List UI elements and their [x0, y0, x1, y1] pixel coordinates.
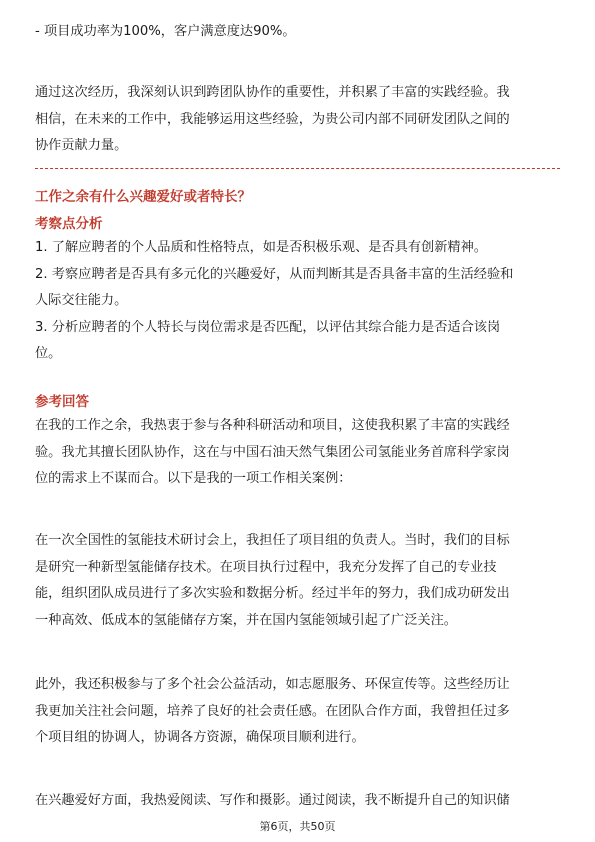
analysis-line: 2. 考察应聘者是否具有多元化的兴趣爱好，从而判断其是否具备丰富的生活经验和: [35, 266, 514, 282]
paragraph-line: 此外，我还积极参与了多个社会公益活动，如志愿服务、环保宣传等。这些经历让: [35, 677, 510, 692]
analysis-heading: 考察点分析: [35, 216, 103, 232]
analysis-line: 位。: [35, 346, 62, 361]
analysis-list: [35, 235, 513, 368]
answer-paragraph-4: [35, 788, 510, 815]
paragraph-line: 位的需求上不谋而合。以下是我的一项工作相关案例：: [35, 471, 352, 486]
answer-paragraph-3: [35, 672, 510, 752]
paragraph-line: 验。我尤其擅长团队协作，这在与中国石油天然气集团公司氢能业务首席科学家岗: [35, 444, 510, 460]
answer-paragraph-1: [35, 413, 510, 493]
analysis-line: 3. 分析应聘者的个人特长与岗位需求是否匹配，以评估其综合能力是否适合该岗: [35, 319, 501, 335]
paragraph-line: 我更加关注社会问题，培养了良好的社会责任感。在团队合作方面，我曾担任过多: [35, 703, 510, 719]
paragraph-line: 在一次全国性的氢能技术研讨会上，我担任了项目组的负责人。当时，我们的目标: [35, 533, 510, 548]
intro-list-item: - 项目成功率为100%，客户满意度达90%。: [35, 24, 296, 39]
question-heading: 工作之余有什么兴趣爱好或者特长？: [35, 189, 251, 205]
analysis-line: 1. 了解应聘者的个人品质和性格特点，如是否积极乐观、是否具有创新精神。: [35, 240, 487, 255]
paragraph-line: 在兴趣爱好方面，我热爱阅读、写作和摄影。通过阅读，我不断提升自己的知识储: [35, 793, 510, 808]
answer-paragraph-2: [35, 528, 510, 634]
paragraph-line: 通过这次经历，我深刻认识到跨团队协作的重要性，并积累了丰富的实践经验。我: [35, 85, 510, 100]
paragraph-line: 是研究一种新型氢能储存技术。在项目执行过程中，我充分发挥了自己的专业技: [35, 559, 497, 575]
section-divider: [35, 168, 560, 169]
answer-heading: 参考回答: [35, 394, 89, 410]
paragraph-line: 协作贡献力量。: [35, 138, 128, 153]
paragraph-line: 能，组织团队成员进行了多次实验和数据分析。经过半年的努力，我们成功研发出: [35, 586, 510, 601]
analysis-line: 人际交往能力。: [35, 293, 128, 308]
paragraph-line: 在我的工作之余，我热衷于参与各种科研活动和项目，这使我积累了丰富的实践经: [35, 418, 510, 433]
conclusion-paragraph: [35, 80, 510, 160]
paragraph-line: 相信，在未来的工作中，我能够运用这些经验，为贵公司内部不同研发团队之间的: [35, 111, 510, 127]
page-number: 第6页，共50页: [259, 820, 336, 833]
paragraph-line: 个项目组的协调人，协调各方资源，确保项目顺利进行。: [35, 730, 365, 745]
paragraph-line: 一种高效、低成本的氢能储存方案，并在国内氢能领域引起了广泛关注。: [35, 612, 457, 628]
